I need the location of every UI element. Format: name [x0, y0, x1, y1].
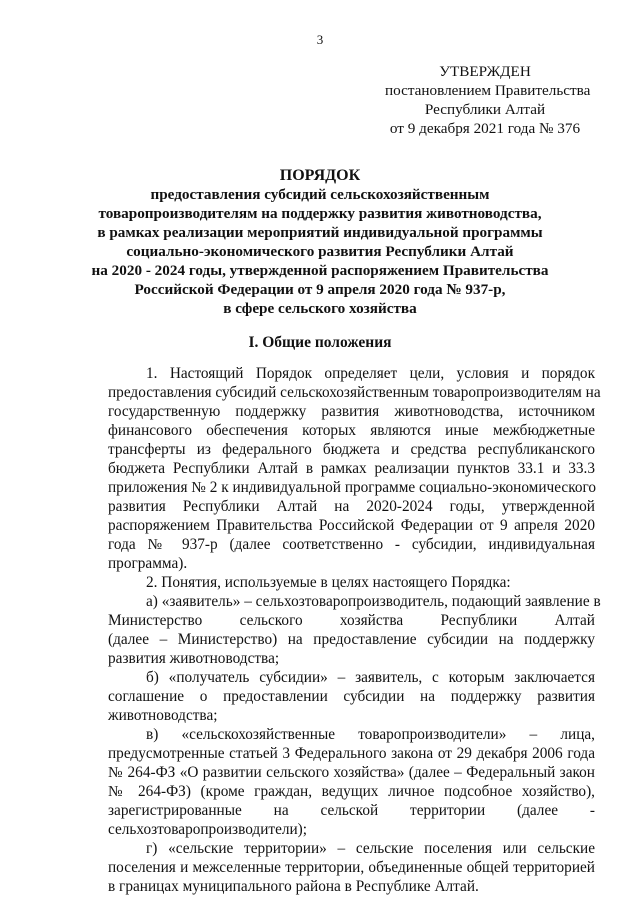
document-title: ПОРЯДОК — [279, 167, 361, 184]
paragraph-line: трансферты из федерального бюджета и средства республиканского — [108, 441, 595, 458]
document-subtitle-line: в рамках реализации мероприятий индивидуальной программы — [97, 224, 543, 241]
paragraph-line: финансового обеспечения которых являются иные межбюджетные — [108, 422, 595, 439]
document-subtitle-line: социально-экономического развития Республики Алтай — [126, 243, 514, 260]
paragraph-line: в границах муниципального района в Республике Алтай. — [108, 878, 479, 895]
paragraph-line: 1. Настоящий Порядок определяет цели, условия и порядок — [146, 365, 595, 382]
paragraph-line: в) «сельскохозяйственные товаропроизводители» – лица, — [146, 726, 595, 743]
paragraph-line: предоставления субсидий сельскохозяйственным товаропроизводителям на — [108, 384, 601, 401]
paragraph-line: № 264-ФЗ «О развитии сельского хозяйства» (далее – Федеральный закон — [108, 764, 595, 781]
paragraph-line: г) «сельские территории» – сельские поселения или сельские — [146, 840, 595, 857]
paragraph-line: Министерство сельского хозяйства Республики Алтай — [108, 612, 595, 629]
paragraph-line: б) «получатель субсидии» – заявитель, с которым заключается — [146, 669, 595, 686]
paragraph-line: приложения № 2 к индивидуальной программе социально-экономического — [108, 479, 597, 496]
paragraph-line: № 264-ФЗ) (кроме граждан, ведущих личное подсобное хозяйство), — [108, 783, 595, 800]
approval-stamp-line-3: Республики Алтай — [424, 101, 546, 118]
document-subtitle-line: на 2020 - 2024 годы, утвержденной распоряжением Правительства — [91, 262, 549, 279]
paragraph-line: 2. Понятия, используемые в целях настоящего Порядка: — [146, 574, 511, 591]
paragraph-line: соглашение о предоставлении субсидии на поддержку развития — [108, 688, 595, 705]
paragraph-line: предусмотренные статьей 3 Федерального закона от 29 декабря 2006 года — [108, 745, 595, 762]
document-subtitle-line: предоставления субсидий сельскохозяйственным — [150, 186, 490, 203]
document-subtitle-line: в сфере сельского хозяйства — [223, 300, 417, 317]
approval-stamp-line-1: УТВЕРЖДЕН — [439, 63, 531, 80]
document-subtitle-line: товаропроизводителям на поддержку развития животноводства, — [98, 205, 542, 222]
page-number: 3 — [316, 32, 324, 47]
approval-stamp-line-2: постановлением Правительства — [385, 82, 591, 99]
paragraph-line: зарегистрированные на сельской территории (далее - — [108, 802, 595, 819]
paragraph-line: развития Республики Алтай на 2020-2024 годы, утвержденной — [108, 498, 595, 515]
section-heading: I. Общие положения — [248, 334, 392, 351]
paragraph-line: распоряжением Правительства Российской Федерации от 9 апреля 2020 — [108, 517, 595, 534]
paragraph-line: года № 937-р (далее соответственно - субсидии, индивидуальная — [108, 536, 595, 553]
paragraph-line: бюджета Республики Алтай в рамках реализации пунктов 33.1 и 33.3 — [108, 460, 595, 477]
approval-stamp-line-4: от 9 декабря 2021 года № 376 — [389, 120, 581, 137]
paragraph-line: (далее – Министерство) на предоставление субсидии на поддержку — [108, 631, 595, 648]
paragraph-line: программа). — [108, 555, 188, 572]
document-subtitle-line: Российской Федерации от 9 апреля 2020 года № 937-р, — [134, 281, 506, 298]
paragraph-line: развития животноводства; — [108, 650, 280, 667]
paragraph-line: сельхозтоваропроизводители); — [108, 821, 308, 838]
paragraph-line: поселения и межселенные территории, объединенные общей территорией — [108, 859, 595, 876]
paragraph-line: животноводства; — [108, 707, 218, 724]
paragraph-line: государственную поддержку развития животноводства, источником — [108, 403, 595, 420]
paragraph-line: а) «заявитель» – сельхозтоваропроизводитель, подающий заявление в — [146, 593, 601, 610]
